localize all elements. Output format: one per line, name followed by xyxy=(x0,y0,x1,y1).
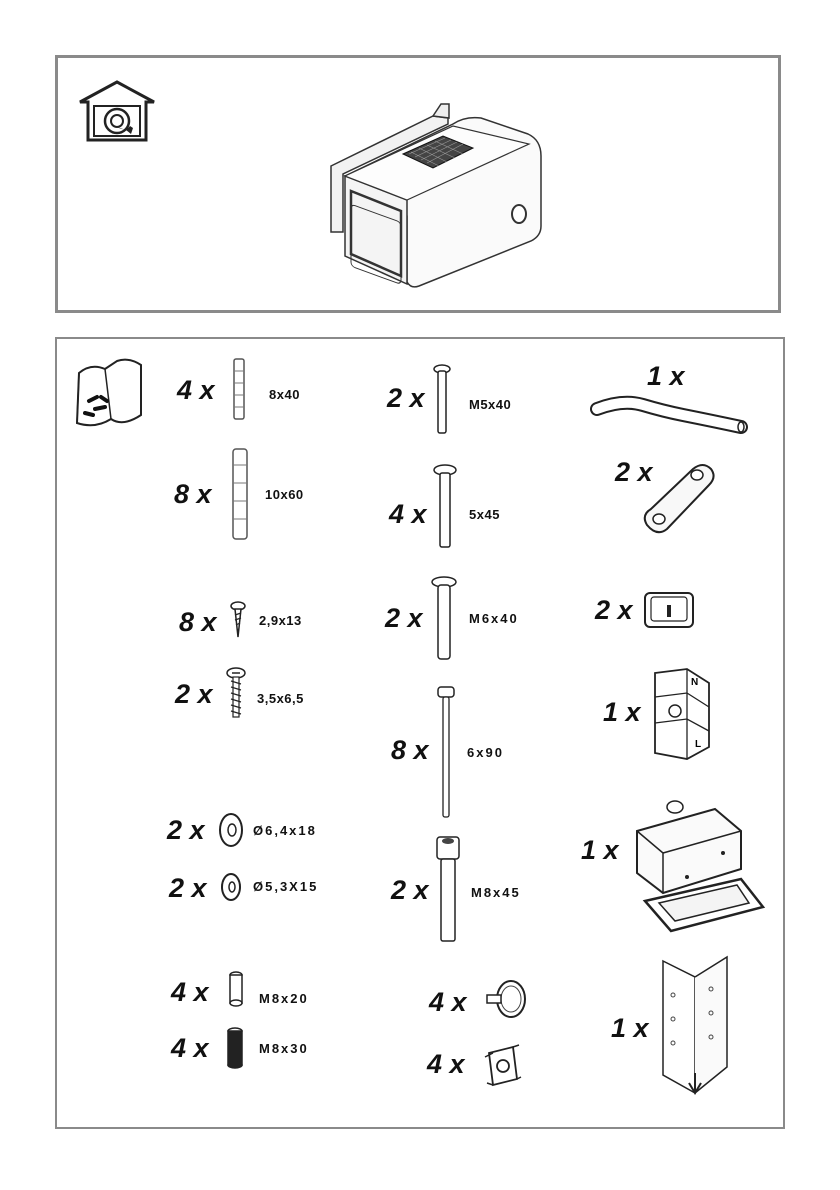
wall-plug-icon xyxy=(229,357,249,421)
knob-qty: 4 x xyxy=(429,987,467,1017)
spacer-icon xyxy=(227,969,245,1009)
self-tapping-screw-icon xyxy=(225,667,247,723)
cage-nut-icon xyxy=(483,1043,523,1087)
anchor-10x60-qty: 8 x xyxy=(174,479,212,509)
hose-icon xyxy=(593,391,747,437)
hardware-bag-icon xyxy=(71,353,147,433)
spacer-m8x20-qty: 4 x xyxy=(171,977,209,1007)
junction-box-icon xyxy=(623,797,773,937)
bolt-m8x45-size: M8x45 xyxy=(471,885,521,900)
spacer-m8x30-size: M8x30 xyxy=(259,1041,309,1056)
anchor-8x40-qty: 4 x xyxy=(177,375,215,405)
svg-text:N: N xyxy=(691,677,699,688)
long-bolt-icon xyxy=(435,685,457,821)
terminal-block-qty: 1 x xyxy=(603,697,641,727)
wood-screw-icon xyxy=(229,601,247,639)
screw-2-9x13-qty: 8 x xyxy=(179,607,217,637)
bracket-link-qty: 2 x xyxy=(615,457,653,487)
bolt-icon xyxy=(431,363,453,437)
bolt-m5x40-size: M5x40 xyxy=(469,397,512,412)
spacer-m8x30-qty: 4 x xyxy=(171,1033,209,1063)
bracket-link-icon xyxy=(637,453,717,543)
clip-icon xyxy=(641,587,699,633)
parts-panel xyxy=(55,337,785,1129)
screw-3-5x6-5-size: 3,5x6,5 xyxy=(257,691,304,706)
screw-2-9x13-size: 2,9x13 xyxy=(259,613,302,628)
bolt-5x45-size: 5x45 xyxy=(469,507,500,522)
bolt-m6x40-size: M6x40 xyxy=(469,611,519,626)
washer-icon xyxy=(217,811,245,849)
bolt-icon xyxy=(431,463,459,551)
screw-3-5x6-5-qty: 2 x xyxy=(175,679,213,709)
hose-qty: 1 x xyxy=(647,361,685,391)
wall-unit-illustration xyxy=(323,96,553,291)
clip-qty: 2 x xyxy=(595,595,633,625)
spacer-m8x20-size: M8x20 xyxy=(259,991,309,1006)
spacer-icon xyxy=(225,1025,245,1071)
bolt-6x90-qty: 8 x xyxy=(391,735,429,765)
terminal-block-icon xyxy=(647,667,717,761)
washer-6-4x18-size: Ø6,4x18 xyxy=(253,823,317,838)
washer-icon xyxy=(219,871,243,903)
anchor-8x40-size: 8x40 xyxy=(269,387,300,402)
angle-bracket-qty: 1 x xyxy=(611,1013,649,1043)
anchor-10x60-size: 10x60 xyxy=(265,487,304,502)
junction-box-qty: 1 x xyxy=(581,835,619,865)
bolt-m8x45-qty: 2 x xyxy=(391,875,429,905)
bolt-5x45-qty: 4 x xyxy=(389,499,427,529)
indoor-installation-icon xyxy=(76,80,158,144)
bolt-icon xyxy=(429,575,459,663)
washer-6-4x18-qty: 2 x xyxy=(167,815,205,845)
cage-nut-qty: 4 x xyxy=(427,1049,465,1079)
svg-text:L: L xyxy=(695,739,702,750)
bolt-m5x40-qty: 2 x xyxy=(387,383,425,413)
socket-cap-bolt-icon xyxy=(433,835,463,945)
bolt-6x90-size: 6x90 xyxy=(467,745,504,760)
knob-icon xyxy=(481,977,529,1021)
washer-5-3x15-size: Ø5,3X15 xyxy=(253,879,319,894)
bolt-m6x40-qty: 2 x xyxy=(385,603,423,633)
angle-bracket-icon xyxy=(655,955,735,1103)
wall-plug-icon xyxy=(227,447,253,543)
washer-5-3x15-qty: 2 x xyxy=(169,873,207,903)
product-panel xyxy=(55,55,781,313)
